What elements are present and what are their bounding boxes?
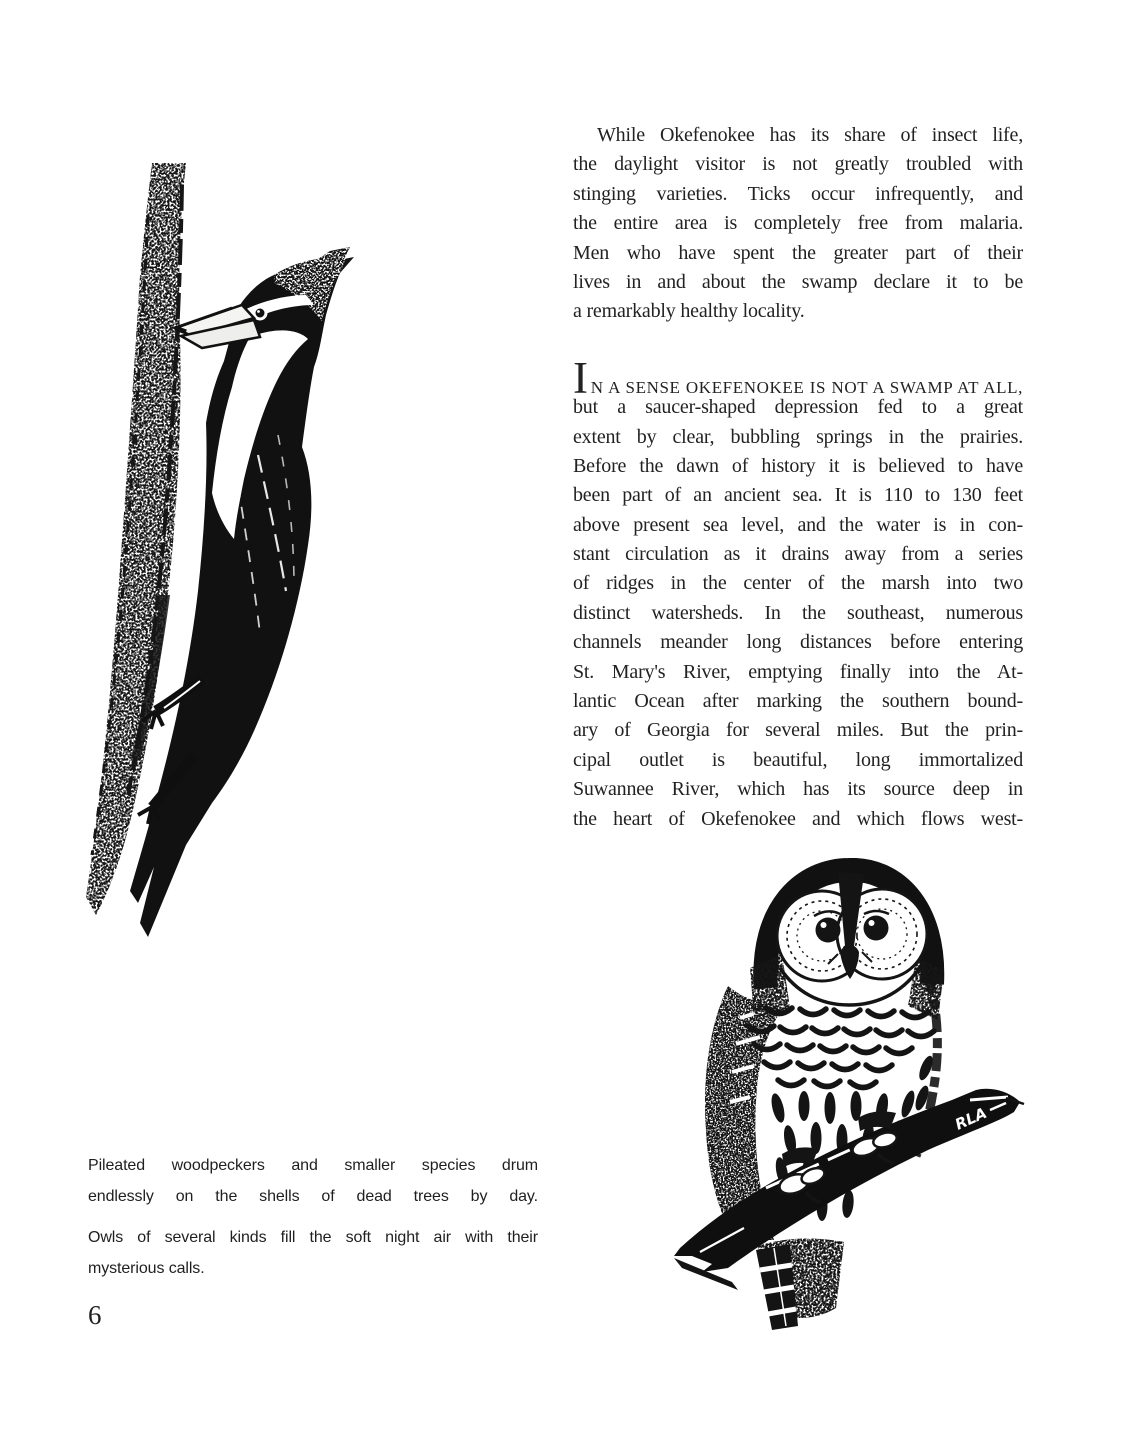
body-line: but a saucer-shaped depression fed to a great <box>573 396 1023 419</box>
caption-line: Owls of several kinds fill the soft night air with their <box>88 1229 538 1246</box>
paragraph-not-a-swamp <box>573 352 1023 834</box>
owl-signature: RLA <box>952 1103 990 1134</box>
owl-illustration <box>670 858 1025 1343</box>
body-line: of ridges in the center of the marsh into two <box>573 572 1023 595</box>
text-column <box>573 121 1023 834</box>
body-line: Suwannee River, which has its source deep in <box>573 778 1023 801</box>
body-line: a remarkably healthy locality. <box>573 300 805 323</box>
body-line: the entire area is completely free from malaria. <box>573 212 1023 235</box>
woodpecker-caption <box>88 1151 538 1212</box>
body-line: above present sea level, and the water is in con- <box>573 513 1023 536</box>
caption-line: endlessly on the shells of dead trees by day. <box>88 1187 538 1205</box>
body-line: stant circulation as it drains away from a series <box>573 543 1023 566</box>
body-line: Before the dawn of history it is believed to have <box>573 454 1023 477</box>
body-line: channels meander long distances before entering <box>573 631 1023 654</box>
owl-caption <box>88 1223 538 1284</box>
caption-line: mysterious calls. <box>88 1259 205 1277</box>
body-line: the heart of Okefenokee and which flows west- <box>573 807 1023 830</box>
body-line: the daylight visitor is not greatly troubled with <box>573 153 1023 176</box>
small-caps-text: N A SENSE OKEFENOKEE IS NOT A SWAMP AT ALL, <box>590 377 1023 397</box>
body-line: While Okefenokee has its share of insect life, <box>597 124 1023 146</box>
paragraph-insect-life <box>573 121 1023 327</box>
body-line: stinging varieties. Ticks occur infrequently, and <box>573 182 1023 205</box>
body-line: cipal outlet is beautiful, long immortalized <box>573 748 1023 771</box>
woodpecker-illustration <box>82 155 372 945</box>
body-line: Men who have spent the greater part of their <box>573 241 1023 264</box>
body-line: been part of an ancient sea. It is 110 to 130 feet <box>573 484 1023 507</box>
body-line: ary of Georgia for several miles. But the prin- <box>573 719 1023 742</box>
body-line: lives in and about the swamp declare it to be <box>573 270 1023 293</box>
body-line: lantic Ocean after marking the southern bound- <box>573 690 1023 713</box>
body-line: distinct watersheds. In the southeast, numerous <box>573 601 1023 624</box>
page-number: 6 <box>88 1300 102 1330</box>
owl-tail-art <box>756 1239 844 1330</box>
small-caps-opening-line <box>573 352 1023 403</box>
caption-line: Pileated woodpeckers and smaller species drum <box>88 1157 538 1174</box>
drop-cap: I <box>573 352 588 403</box>
body-line: St. Mary's River, emptying finally into the At- <box>573 660 1023 683</box>
owl-head-art <box>750 870 944 1020</box>
owl-ruff-art <box>748 1008 934 1088</box>
body-line: extent by clear, bubbling springs in the prairies. <box>573 425 1023 448</box>
